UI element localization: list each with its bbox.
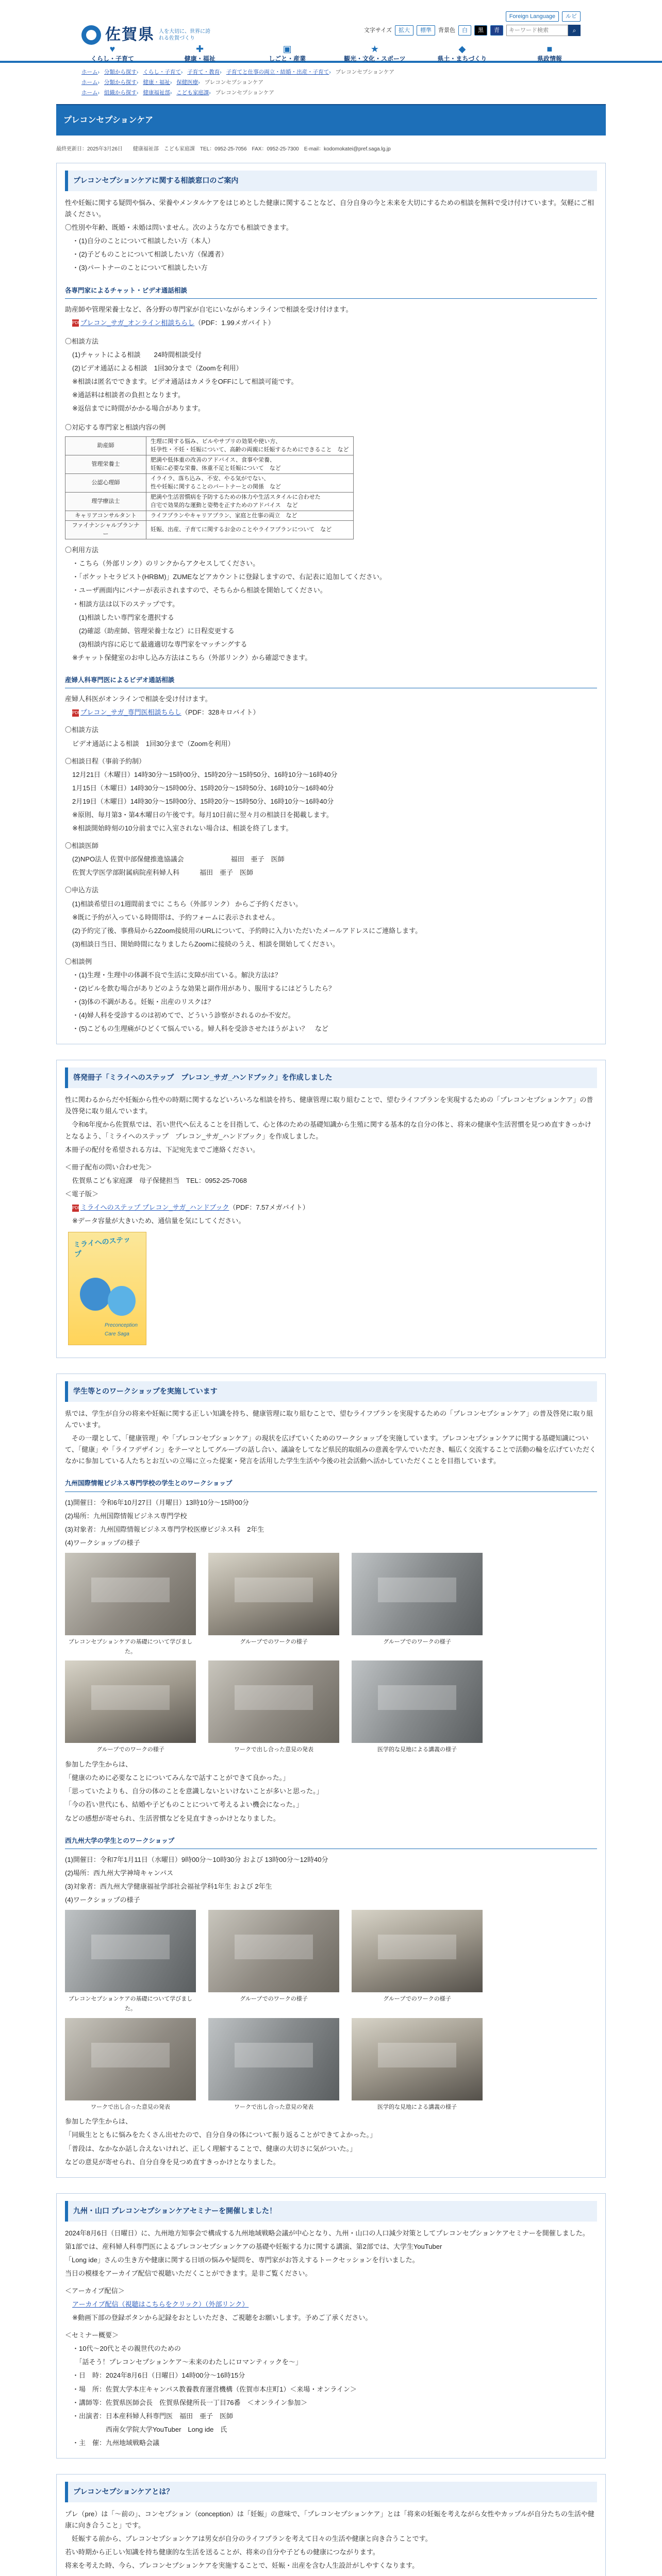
photo-grid xyxy=(65,1660,597,1755)
list-item: ・「ポケットセラピスト(HRBM)」ZUMEなどアカウントに登録しますので、右記表に追加してください。 xyxy=(72,573,386,581)
list-item: (1)相談したい専門家を選択する xyxy=(72,613,174,621)
saga-emblem-icon xyxy=(81,25,101,45)
nav-item-label: 県政情報 xyxy=(537,55,562,62)
label: 〇申込方法 xyxy=(65,886,99,894)
nav-item-industry[interactable] xyxy=(256,44,318,64)
nav-item-label: 県土・まちづくり xyxy=(437,55,487,62)
list-item: (1)相談希望日の1週間前までに こちら（外部リンク） からご予約ください。 xyxy=(72,900,303,908)
photo-caption: グループでのワークの様子 xyxy=(240,1996,308,2003)
note: ※データ容量が大きいため、通信量を気にしてください。 xyxy=(72,1217,245,1225)
foreign-language-button[interactable]: Foreign Language xyxy=(506,11,559,22)
paragraph: 2024年8月6日（日曜日）に、九州地方知事会で構成する九州地域戦略会議が中心となり、九州・山口の人口減少対策としてプレコンセプションケアセミナーを開催しました。 xyxy=(65,2229,589,2237)
table-row xyxy=(65,455,354,473)
pdf-icon: PDF xyxy=(72,1205,79,1212)
breadcrumb-link[interactable]: 分類から探す xyxy=(104,79,137,86)
paragraph: 若い時期から正しい知識を持ち健康的な生活を送ることが、将来の自分や子どもの健康につながります。 xyxy=(65,2548,379,2556)
list-item: ・日 時：2024年8月6日（日曜日）14時00分〜16時15分 xyxy=(72,2371,245,2380)
ruby-button[interactable]: ルビ xyxy=(562,11,581,22)
list-item: 12月21日（木曜日）14時30分〜15時00分、15時20分〜15時50分、16時10分〜16時40分 xyxy=(72,770,338,778)
list-item: ※通話料は相談者の負担となります。 xyxy=(72,391,185,399)
handbook-section xyxy=(56,1060,606,1358)
section-heading: 九州・山口 プレコンセプションケアセミナーを開催しました！ xyxy=(65,2201,597,2222)
photo-caption: ワークで出し合った意見の発表 xyxy=(234,2104,313,2110)
photo-caption: 医学的な見地による講義の様子 xyxy=(377,1747,457,1753)
paragraph: 助産師や管理栄養士など、各分野の専門家が自宅にいながらオンラインで相談を受け付けます。 xyxy=(65,305,353,313)
table-cell: 管理栄養士 xyxy=(65,455,146,473)
paragraph: 〇性別や年齢、既婚・未婚は問いません。次のような方でも相談できます。 xyxy=(65,224,293,232)
breadcrumb-link[interactable]: ホーム xyxy=(81,79,98,86)
list-item: ※原則、毎月第3・第4木曜日の午後です。毎月10日前に翌々月の相談日を掲載します。 xyxy=(72,810,333,819)
cover-title: ミライへのステップ xyxy=(73,1234,131,1258)
download-row xyxy=(65,317,597,329)
table-cell: 肥満や低体重の改善のアドバイス、食事や栄養、 妊娠に必要な栄養、体重不足と妊娠について など xyxy=(146,455,354,473)
breadcrumb-current: プレコンセプションケア xyxy=(335,69,394,75)
breadcrumb-link[interactable]: くらし・子育て xyxy=(143,69,181,75)
list-item: ・(3)体の不調がある。妊娠・出産のリスクは？ xyxy=(72,998,214,1006)
list-item: ・相談方法は以下のステップです。 xyxy=(72,600,179,608)
list-item: 「話そう！プレコンセプションケア〜未来のわたしにロマンティックを〜」 xyxy=(72,2358,302,2366)
label: ＜電子版＞ xyxy=(65,1190,99,1198)
list-item: (4)ワークショップの様子 xyxy=(65,1539,140,1547)
list-item: ※相談開始時刻の10分前までに入室されない場合は、相談を終了します。 xyxy=(72,824,293,833)
nav-item-label: しごと・産業 xyxy=(269,55,306,62)
photo-card xyxy=(208,1553,339,1656)
list-item: ・(1)生理・生理中の体調不良で生活に支障が出ている。解決方法は？ xyxy=(72,971,282,979)
workshop-photo[interactable] xyxy=(352,1910,483,1992)
list-item: ・ユーザ画面内にバナーが表示されますので、そちらから相談を開始してください。 xyxy=(72,586,327,595)
site-header xyxy=(0,0,662,63)
quote: 「同級生とともに悩みをたくさん出せたので、自分自身の体について振り返ることができてよかった。」 xyxy=(65,2131,376,2139)
paragraph: 県では、学生が自分の将来や妊娠に関する正しい知識を持ち、健康管理に取り組むことで、望むライフプランを実現するための「プレコンセプションケア」の普及啓発に取り組んでいます。 xyxy=(65,1410,593,1429)
label: 〇対応する専門家と相談内容の例 xyxy=(65,423,166,431)
paragraph: 当日の模様をアーカイブ配信で視聴いただくことができます。是非ご覧ください。 xyxy=(65,2269,312,2277)
clinic-flyer-link[interactable]: プレコン_サガ_専門医相談ちらし xyxy=(80,708,181,717)
list-item: ・場 所：佐賀大学本庄キャンパス教養教育運営機構（佐賀市本庄町1）＜来場・オンライン＞ xyxy=(72,2385,357,2393)
workshop-photo[interactable] xyxy=(352,1553,483,1635)
list-item: (2)確認（助産師、管理栄養士など）に日程変更する xyxy=(72,626,235,635)
bg-color-label: 背景色 xyxy=(438,27,455,33)
photo-caption: 医学的な見地による講義の様子 xyxy=(377,2104,457,2110)
photo-caption: プレコンセプションケアの基礎について学びました。 xyxy=(68,1639,193,1655)
list-item: ・こちら（外部リンク）のリンクからアクセスしてください。 xyxy=(72,560,260,568)
workshop-photo[interactable] xyxy=(65,1553,196,1635)
workshop-photo[interactable] xyxy=(65,1660,196,1743)
table-cell: キャリアコンサルタント xyxy=(65,511,146,521)
list-item: ※相談は匿名でできます。ビデオ通話はカメラをOFFにして相談可能です。 xyxy=(72,378,298,386)
consult-section xyxy=(56,163,606,1044)
quote: 「思っていたよりも、自分の体のことを意識しないといけないことが多いと思った。」 xyxy=(65,1787,323,1795)
nav-item-life[interactable] xyxy=(81,44,143,64)
breadcrumb-link[interactable]: 組織から探す xyxy=(104,90,137,96)
list-item: (2)ビデオ通話による相談 1回30分まで（Zoomを利用） xyxy=(72,364,243,372)
label: 〇相談方法 xyxy=(65,337,99,345)
paragraph: プレ（pre）は「〜前の」、コンセプション（conception）は「妊娠」の意味で、「プレコンセプションケア」とは「将来の妊娠を考えながら女性やカップルが自分たちの生活や健康に向き合うこと」です。 xyxy=(65,2510,594,2529)
label: 〇相談例 xyxy=(65,957,92,965)
photo-card xyxy=(352,1910,483,2013)
pdf-icon: PDF xyxy=(72,319,79,327)
photo-card xyxy=(352,1660,483,1755)
download-row xyxy=(65,1202,597,1213)
breadcrumb-link[interactable]: 保健医療 xyxy=(176,79,198,86)
table-cell: ファイナンシャルプランナー xyxy=(65,521,146,539)
table-cell: 生理に関する悩み、ピルやサプリの効果や使い方、 妊孕性・不妊・妊娠について、高齢の両親に妊娠するためにできること など xyxy=(146,436,354,455)
list-item: 2月19日（木曜日）14時30分〜15時00分、15時20分〜15時50分、16時10分〜16時40分 xyxy=(72,797,334,805)
list-item: ・(4)婦人科を受診するのは初めてで、どういう診察がされるのか不安だ。 xyxy=(72,1011,295,1020)
handbook-link[interactable]: ミライへのステップ プレコン_サガ_ハンドブック xyxy=(80,1204,229,1212)
breadcrumb-link[interactable]: ホーム xyxy=(81,69,98,75)
search-icon[interactable]: ⌕ xyxy=(568,25,581,36)
breadcrumb-link[interactable]: 子育てと仕事の両立・結婚・出産・子育て xyxy=(226,69,329,75)
illustration-person xyxy=(80,1278,111,1311)
cover-subtitle: Preconception Care Saga xyxy=(105,1323,138,1337)
table-row xyxy=(65,492,354,511)
label: 〇利用方法 xyxy=(65,546,99,554)
photo-grid xyxy=(65,2018,597,2112)
photo-grid xyxy=(65,1553,597,1656)
table-cell: 理学療法士 xyxy=(65,492,146,511)
table-row xyxy=(65,511,354,521)
section-heading: 啓発冊子「ミライへのステップ プレコン_サガ_ハンドブック」を作成しました xyxy=(65,1067,597,1088)
logo-tagline: 人を大切に、世界に誇れる佐賀づくり xyxy=(159,28,210,41)
photo-caption: グループでのワークの様子 xyxy=(383,1996,451,2003)
font-reset-button[interactable]: 標準 xyxy=(417,25,435,36)
list-item: (1)チャットによる相談 24時間相談受付 xyxy=(72,351,202,359)
label: 〇相談方法 xyxy=(65,726,99,734)
paragraph: 令和6年度から佐賀県では、若い世代へ伝えることを目指して、心と体のための基礎知識から生殖に関する基本的な自分の体と、将来の健康や生活習慣を見つめ直すきっかけとなるよう、「ミライへのステップ プレコン_サガ_ハンドブック」を作成しました。 xyxy=(65,1121,591,1140)
breadcrumb-current: プレコンセプションケア xyxy=(204,79,263,86)
font-size-label: 文字サイズ xyxy=(363,27,392,33)
workshop-photo[interactable] xyxy=(352,2018,483,2100)
breadcrumb-link[interactable]: 健康・福祉 xyxy=(143,79,170,86)
photo-card xyxy=(208,1660,339,1755)
list-item: ・(2)ピルを飲む場合がありどのような効果と副作用があり、服用するにはどうしたら？ xyxy=(72,985,335,993)
list-item: ・(2)子どものことについて相談したい方（保護者） xyxy=(72,250,228,259)
list-item: (3)相談内容に応じて最適適切な専門家をマッチングする xyxy=(72,640,247,648)
global-nav xyxy=(81,44,581,64)
nav-item-label: 観光・文化・スポーツ xyxy=(344,55,406,62)
list-item: ・(1)自分のことについて相談したい方（本人） xyxy=(72,237,214,245)
paragraph: 将来を考えた時、今ら、プレコンセプションケアを実施することで、妊娠・出産を含む人生設計がしやすくなります。 xyxy=(65,2562,419,2570)
paragraph: 産婦人科医がオンラインで相談を受け付けます。 xyxy=(65,695,212,703)
table-cell: 妊娠、出産、子育てに関するお金のことやライフプランについて など xyxy=(146,521,354,539)
file-size: （PDF：328キロバイト） xyxy=(181,708,260,717)
file-size: （PDF：1.99メガバイト） xyxy=(194,318,275,327)
archive-video-link[interactable]: アーカイブ配信（視聴はこちらをクリック）（外部リンク） xyxy=(72,2300,249,2308)
link-row xyxy=(65,2299,597,2310)
list-item: ・主 催：九州地域戦略会議 xyxy=(72,2438,160,2447)
list-item: ・出演者：日本産科婦人科専門医 福田 亜子 医師 xyxy=(72,2412,234,2420)
list-item: 佐賀大学医学部附属病院産科婦人科 福田 亜子 医師 xyxy=(72,869,254,877)
search-input[interactable] xyxy=(506,25,568,36)
list-item: ・(3)パートナーのことについて相談したい方 xyxy=(72,264,208,272)
photo-caption: ワークで出し合った意見の発表 xyxy=(91,2104,170,2110)
star-icon: ★ xyxy=(370,44,379,54)
photo-caption: ワークで出し合った意見の発表 xyxy=(234,1747,313,1753)
list-item: (2)場所：西九州大学神埼キャンパス xyxy=(65,1869,173,1877)
list-item: 西南女学院大学YouTuber Long ide 氏 xyxy=(72,2425,227,2433)
about-section xyxy=(56,2474,606,2576)
list-item: ・講師等：佐賀県医師会長 佐賀県保健所長一丁目76番 ＜オンライン参加＞ xyxy=(72,2398,308,2406)
nav-item-label: くらし・子育て xyxy=(90,55,134,62)
photo-card xyxy=(208,2018,339,2112)
paragraph: 性に関わるからだや妊娠から性やの時期に関するなどいろいろな相談を持ち、健康管理に取り組むことで、望むライフプランを実現するための「プレコンセプションケア」の普及啓発に取り組んでいます。 xyxy=(65,1096,593,1115)
font-enlarge-button[interactable]: 拡大 xyxy=(395,25,413,36)
photo-card xyxy=(65,2018,196,2112)
building-icon: ▣ xyxy=(283,44,292,54)
breadcrumb-link[interactable]: ホーム xyxy=(81,90,98,96)
pdf-icon: PDF xyxy=(72,709,79,717)
workshop-section xyxy=(56,1374,606,2177)
page-meta: 最終更新日：2025年3月26日 健康福祉部 こども家庭課 TEL：0952-25-7056 FAX：0952-25-7300 E-mail：kodomokatei@pref.saga.lg.jp xyxy=(56,146,391,152)
subsection-heading: 九州国際情報ビジネス専門学校の学生とのワークショップ xyxy=(65,1476,597,1492)
list-item: (3)相談日当日、開始時間になりましたらZoomに接続のうえ、相談を開始してください。 xyxy=(72,940,339,948)
workshop-photo[interactable] xyxy=(208,1660,339,1743)
medical-cross-icon: ✚ xyxy=(196,44,204,54)
breadcrumb-row: ホーム› 組織から探す› 健康福祉部› こども家庭課› プレコンセプションケア xyxy=(81,90,274,96)
workshop-photo[interactable] xyxy=(208,1910,339,1992)
list-item: (2)場所：九州国際情報ビジネス専門学校 xyxy=(65,1512,187,1520)
label: 参加した学生からは、 xyxy=(65,2117,133,2126)
paragraph: 第1部では、産科婦人科専門医によるプレコンセプションケアの基礎や妊娠する力に関する講演、第2部では、大学生YouTuber xyxy=(65,2242,442,2250)
table-cell: ライフプランやキャリアプラン、家庭と仕事の両立 など xyxy=(146,511,354,521)
nav-item-government[interactable] xyxy=(519,44,581,64)
list-item: 1月15日（木曜日）14時30分〜15時00分、15時20分〜15時50分、16時10分〜16時40分 xyxy=(72,784,334,792)
list-item: (3)対象者：九州国際情報ビジネス専門学校医療ビジネス科 2年生 xyxy=(65,1525,264,1533)
label: 〇相談医師 xyxy=(65,842,99,850)
section-heading: プレコンセプションケアに関する相談窓口のご案内 xyxy=(65,171,597,191)
list-item: (4)ワークショップの様子 xyxy=(65,1896,140,1904)
nav-item-tourism[interactable] xyxy=(344,44,406,64)
file-size: （PDF：7.57メガバイト） xyxy=(229,1204,309,1212)
photo-card xyxy=(65,1910,196,2013)
breadcrumb-link[interactable]: 分類から探す xyxy=(104,69,137,75)
photo-card xyxy=(65,1660,196,1755)
label: ＜アーカイブ配信＞ xyxy=(65,2286,125,2295)
photo-card xyxy=(352,1553,483,1656)
handbook-cover-image[interactable] xyxy=(68,1232,146,1345)
page-title: プレコンセプションケア xyxy=(56,104,606,135)
breadcrumb-link[interactable]: 子育て・教育 xyxy=(187,69,220,75)
subsection-heading: 産婦人科専門医によるビデオ通話相談 xyxy=(65,673,597,688)
subsection-heading: 西九州大学の学生とのワークショップ xyxy=(65,1834,597,1849)
photo-grid xyxy=(65,1910,597,2013)
workshop-photo[interactable] xyxy=(65,2018,196,2100)
photo-card xyxy=(65,1553,196,1656)
photo-card xyxy=(352,2018,483,2112)
nav-item-land[interactable] xyxy=(431,44,493,64)
subsection-heading: 各専門家によるチャット・ビデオ通話相談 xyxy=(65,283,597,299)
list-item: ※返信までに時間がかかる場合があります。 xyxy=(72,404,205,413)
table-row xyxy=(65,521,354,539)
workshop-photo[interactable] xyxy=(208,2018,339,2100)
section-heading: プレコンセプションケアとは？ xyxy=(65,2482,597,2502)
road-icon: ◆ xyxy=(458,44,466,54)
breadcrumb-link[interactable]: 健康福祉部 xyxy=(143,90,170,96)
nav-item-label: 健康・福祉 xyxy=(184,55,216,62)
utility-bar xyxy=(364,11,581,36)
table-cell: 助産師 xyxy=(65,436,146,455)
label: 参加した学生からは、 xyxy=(65,1760,133,1769)
bg-blue-button[interactable]: 青 xyxy=(490,25,503,36)
logo-text: 佐賀県 xyxy=(105,26,155,43)
chat-flyer-link[interactable]: プレコン_サガ_オンライン相談ちらし xyxy=(80,318,195,327)
breadcrumb-row: ホーム› 分類から探す› 健康・福祉› 保健医療› プレコンセプションケア xyxy=(81,79,263,86)
bg-white-button[interactable]: 白 xyxy=(458,25,471,36)
paragraph: 佐賀県こども家庭課 母子保健担当 TEL：0952-25-7068 xyxy=(72,1176,247,1184)
download-row xyxy=(65,707,597,718)
list-item: ・10代〜20代とその親世代のための xyxy=(72,2345,181,2353)
photo-card xyxy=(208,1910,339,2013)
list-item: (1)開催日：令和6年10月27日（月曜日）13時10分〜15時00分 xyxy=(65,1498,249,1506)
label: ＜冊子配布の問い合わせ先＞ xyxy=(65,1163,153,1171)
quote: 「普段は、なかなか話し合えないけれど、正しく理解することで、健康の大切さに気がついた。」 xyxy=(65,2144,357,2153)
paragraph: 「Long ide」さんの生き方や健康に関する日頃の悩みや疑問を、専門家がお答えするトークセッションを行いました。 xyxy=(65,2256,419,2264)
site-search xyxy=(506,25,581,36)
list-item: ※チャット保健室のお申し込み方法はこちら（外部リンク）から確認できます。 xyxy=(72,653,312,662)
paragraph: などの意見が寄せられ、自分自身を見つめ直すきっかけとなりました。 xyxy=(65,2158,280,2166)
paragraph: 本冊子の配付を希望される方は、下記宛先までご連絡ください。 xyxy=(65,1145,260,1154)
list-item: (2)予約完了後、事務局から2Zoom接続用のURLについて、予約時に入力いただいたメールアドレスにご連絡します。 xyxy=(72,926,422,935)
label: 〇相談日程（事前予約制） xyxy=(65,757,146,765)
table-cell: イライラ、落ち込み、不安、やる気がでない、 性や妊娠に関することのパートナーとの関係 など xyxy=(146,473,354,492)
list-item: ※既に予約が入っている時間帯は、予約フォームに表示されません。 xyxy=(72,913,279,921)
breadcrumb xyxy=(0,63,662,98)
main-content xyxy=(56,104,606,2576)
list-item: ・(5)こどもの生理痛がひどくて悩んでいる。婦人科を受診させたほうがよい？ など xyxy=(72,1025,328,1033)
photo-caption: プレコンセプションケアの基礎について学びました。 xyxy=(68,1996,193,2012)
note: ※動画下部の登録ボタンから記録をおとしいただき、ご視聴をお願いします。予めご了承ください。 xyxy=(72,2314,372,2322)
illustration-person xyxy=(108,1286,136,1316)
list-item: (2)NPO法人 佐賀中部保健推進協議会 福田 亜子 医師 xyxy=(72,855,285,863)
list-item: (1)開催日：令和7年1月11日（水曜日）9時00分〜10時30分 および 13時00分〜12時40分 xyxy=(65,1855,328,1863)
workshop-photo[interactable] xyxy=(352,1660,483,1743)
paragraph: その一環として、「健康管理」や「プレコンセプションケア」の現状を広げていくためのワークショップを実施しています。プレコンセプションケアに関する基礎知識について、「健康」や「ライフデザイン」をテーマとしてグループの話し合い、議論をしてなど県民的取組みの意義を学んでいただき、幅広く交流することで活動の輪を広げていただくなかに参加している人たちとお互いの立場に立った提案・発言を活用した学生生活や今後の社会活動へ活かしていただくことを目指しています。 xyxy=(65,1434,596,1465)
quote: 「健康のために必要なことについてみんなで話すことができて良かった。」 xyxy=(65,1774,290,1782)
paragraph: などの感想が寄せられ、生活習慣などを見直すきっかけとなりました。 xyxy=(65,1814,280,1822)
table-row xyxy=(65,436,354,455)
breadcrumb-link[interactable]: こども家庭課 xyxy=(176,90,209,96)
workshop-photo[interactable] xyxy=(208,1553,339,1635)
section-heading: 学生等とのワークショップを実施しています xyxy=(65,1381,597,1402)
government-icon: ■ xyxy=(547,44,553,54)
breadcrumb-current: プレコンセプションケア xyxy=(215,90,274,96)
workshop-photo[interactable] xyxy=(65,1910,196,1992)
table-cell: 肥満や生活習慣病を予防するための体力や生活スタイルに合わせた 自宅で効果的な運動と姿勢を正すためのアドバイス など xyxy=(146,492,354,511)
photo-caption: グループでのワークの様子 xyxy=(96,1747,164,1753)
photo-caption: グループでのワークの様子 xyxy=(383,1639,451,1646)
quote: 「今の若い世代にも、結婚や子どものことについて考えるよい機会になった。」 xyxy=(65,1801,303,1809)
table-cell: 公認心理師 xyxy=(65,473,146,492)
label: ＜セミナー概要＞ xyxy=(65,2331,119,2340)
breadcrumb-row: ホーム› 分類から探す› くらし・子育て› 子育て・教育› 子育てと仕事の両立・結婚・出産・子育て› プレコンセプションケア xyxy=(81,69,394,75)
paragraph: 性や妊娠に関する疑問や悩み、栄養やメンタルケアをはじめとした健康に関することなど、自分自身の今と未来を大切にするための相談を無料で受け付けています。気軽にご相談ください。 xyxy=(65,198,594,218)
list-item: (3)対象者：西九州大学健康福祉学部社会福祉学科1年生 および 2年生 xyxy=(65,1883,272,1891)
heart-icon: ♥ xyxy=(109,44,115,54)
seminar-section xyxy=(56,2193,606,2459)
table-row xyxy=(65,473,354,492)
nav-item-health[interactable] xyxy=(169,44,231,64)
experts-table xyxy=(65,436,354,540)
bg-black-button[interactable]: 黒 xyxy=(474,25,487,36)
paragraph: ビデオ通話による相談 1回30分まで（Zoomを利用） xyxy=(72,739,235,748)
photo-caption: グループでのワークの様子 xyxy=(240,1639,308,1646)
paragraph: 妊娠する前から、プレコンセプションケアは男女が自分のライフプランを考えて日々の生活や健康と向き合うことです。 xyxy=(65,2534,432,2543)
